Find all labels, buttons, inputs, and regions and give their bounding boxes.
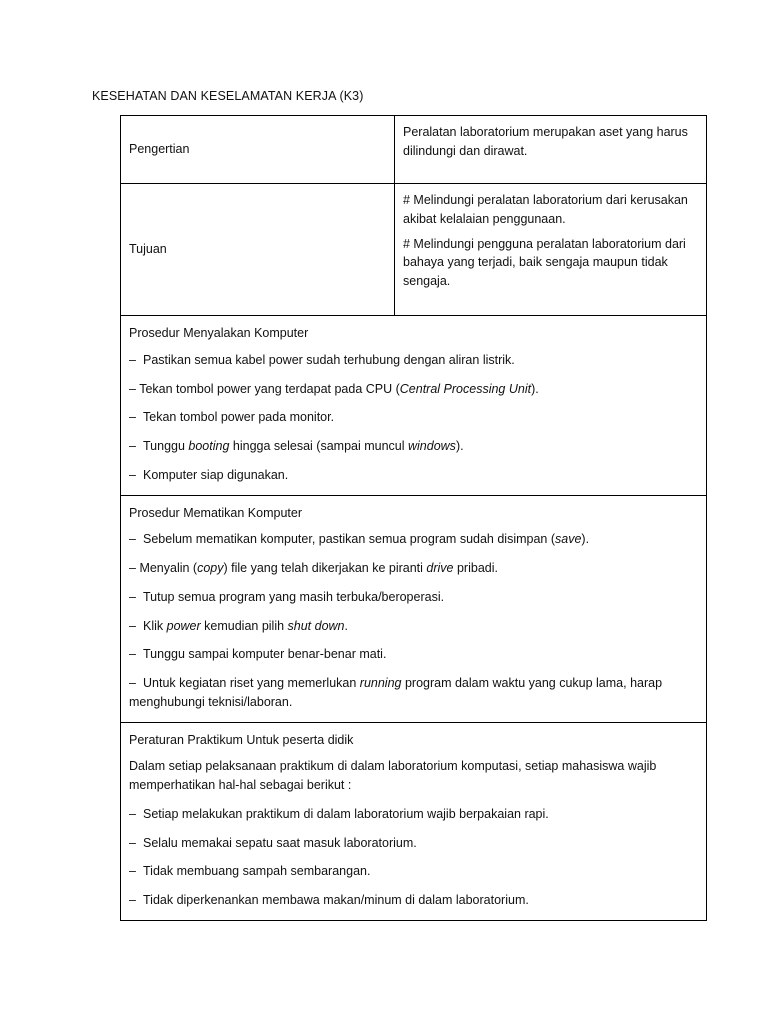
item-text: Untuk kegiatan riset yang memerlukan <box>143 676 360 690</box>
dash-marker: – <box>129 893 136 907</box>
item-emphasis: windows <box>408 439 456 453</box>
tujuan-label: Tujuan <box>129 242 167 257</box>
dash-marker: – <box>129 806 136 821</box>
section-mematikan <box>121 495 707 722</box>
dash-marker: – <box>129 864 136 879</box>
dash-marker: – <box>129 618 136 633</box>
row-tujuan <box>121 184 707 316</box>
row-peraturan <box>121 722 707 920</box>
mematikan-item <box>129 617 698 636</box>
item-text: Tutup semua program yang masih terbuka/beroperasi. <box>143 589 445 604</box>
dash-marker: – <box>129 381 136 396</box>
peraturan-item <box>129 805 698 824</box>
peraturan-item <box>129 891 698 910</box>
item-text: Tekan tombol power pada monitor. <box>143 410 335 425</box>
item-emphasis: shut down <box>287 618 345 633</box>
item-text: ). <box>581 532 590 547</box>
item-text: . <box>344 618 348 633</box>
dash-marker: – <box>129 676 136 690</box>
item-text: Selalu memakai sepatu saat masuk laboratorium. <box>143 835 417 850</box>
item-text: ). <box>455 439 464 453</box>
item-text: Setiap melakukan praktikum di dalam laboratorium wajib berpakaian rapi. <box>143 806 549 821</box>
dash-marker: – <box>129 835 136 850</box>
item-emphasis: copy <box>197 561 224 575</box>
mematikan-item <box>129 645 698 664</box>
dash-marker: – <box>129 561 136 575</box>
dash-marker: – <box>129 439 136 453</box>
dash-marker: – <box>129 467 136 482</box>
item-text: Pastikan semua kabel power sudah terhubung dengan aliran listrik. <box>143 352 515 367</box>
item-text: Komputer siap digunakan. <box>143 467 289 482</box>
document-title: KESEHATAN DAN KESELAMATAN KERJA (K3) <box>92 89 364 103</box>
peraturan-heading: Peraturan Praktikum Untuk peserta didik <box>129 732 354 747</box>
row-pengertian <box>121 116 707 184</box>
k3-table <box>120 115 707 921</box>
section-menyalakan <box>121 316 707 496</box>
item-emphasis: power <box>166 618 201 633</box>
menyalakan-item <box>129 437 698 456</box>
mematikan-item <box>129 559 698 578</box>
dash-marker: – <box>129 532 136 547</box>
cell-pengertian-text <box>395 116 707 184</box>
item-emphasis: running <box>359 676 402 690</box>
item-emphasis: booting <box>188 439 230 453</box>
tujuan-item: # Melindungi peralatan laboratorium dari kerusakan akibat kelalaian penggunaan. <box>403 193 688 226</box>
peraturan-item <box>129 834 698 853</box>
peraturan-intro: Dalam setiap pelaksanaan praktikum di dalam laboratorium komputasi, setiap mahasiswa wajib memperhatikan hal-hal sebagai berikut : <box>129 759 657 792</box>
item-text: Tekan tombol power yang terdapat pada CPU ( <box>139 381 400 396</box>
row-mematikan <box>121 495 707 722</box>
mematikan-item <box>129 588 698 607</box>
section-peraturan <box>121 722 707 920</box>
item-text: Tunggu sampai komputer benar-benar mati. <box>143 647 387 662</box>
item-text: program dalam waktu yang cukup lama, harap menghubungi teknisi/laboran. <box>129 676 663 709</box>
item-text: Tidak diperkenankan membawa makan/minum di dalam laboratorium. <box>143 893 529 907</box>
cell-tujuan-items <box>395 184 707 316</box>
item-text: Sebelum mematikan komputer, pastikan semua program sudah disimpan ( <box>143 532 556 547</box>
item-text: Klik <box>143 618 167 633</box>
mematikan-item <box>129 674 698 712</box>
dash-marker: – <box>129 647 136 662</box>
menyalakan-heading: Prosedur Menyalakan Komputer <box>129 326 309 340</box>
item-emphasis: drive <box>426 561 454 575</box>
menyalakan-item <box>129 351 698 370</box>
dash-marker: – <box>129 589 136 604</box>
item-text: Menyalin ( <box>139 561 198 575</box>
item-text: Tidak membuang sampah sembarangan. <box>143 864 371 879</box>
row-menyalakan <box>121 316 707 496</box>
item-emphasis: Central Processing Unit <box>399 381 532 396</box>
peraturan-item <box>129 862 698 881</box>
item-text: kemudian pilih <box>200 618 288 633</box>
item-text: hingga selesai (sampai muncul <box>229 439 408 453</box>
cell-pengertian-label <box>121 116 395 184</box>
item-text: Tunggu <box>143 439 189 453</box>
pengertian-text: Peralatan laboratorium merupakan aset yang harus dilindungi dan dirawat. <box>403 125 688 158</box>
item-text: ). <box>531 381 539 396</box>
item-emphasis: save <box>555 532 582 547</box>
menyalakan-item <box>129 408 698 427</box>
cell-tujuan-label <box>121 184 395 316</box>
dash-marker: – <box>129 352 136 367</box>
item-text: ) file yang telah dikerjakan ke piranti <box>223 561 427 575</box>
item-text: pribadi. <box>453 561 498 575</box>
menyalakan-item <box>129 466 698 485</box>
mematikan-item <box>129 530 698 549</box>
menyalakan-item <box>129 380 698 399</box>
pengertian-label: Pengertian <box>129 142 190 157</box>
mematikan-heading: Prosedur Mematikan Komputer <box>129 505 302 520</box>
tujuan-item: # Melindungi pengguna peralatan laboratorium dari bahaya yang terjadi, baik sengaja maupun tidak sengaja. <box>403 236 686 288</box>
dash-marker: – <box>129 410 136 425</box>
